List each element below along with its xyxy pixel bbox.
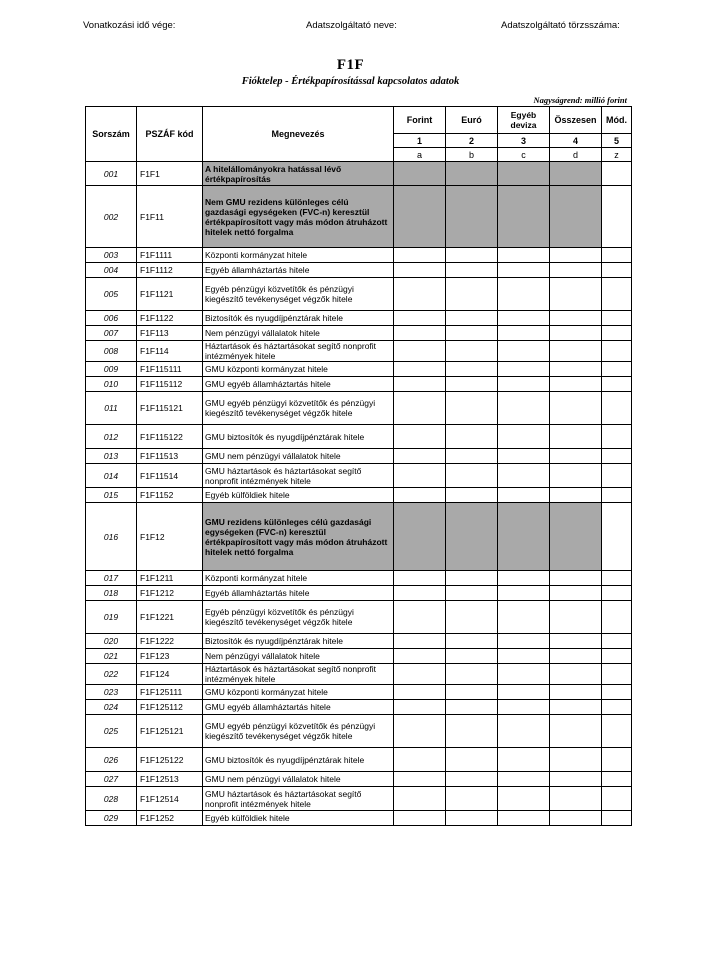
row-code: F1F1252 [137,811,203,826]
cell-forint[interactable] [394,248,446,263]
cell-osszesen[interactable] [550,586,602,601]
cell-osszesen[interactable] [550,186,602,248]
cell-egyeb-deviza[interactable] [498,311,550,326]
row-code: F1F1121 [137,278,203,311]
cell-forint[interactable] [394,186,446,248]
row-code: F1F125121 [137,715,203,748]
col-header-pszaf-kod: PSZÁF kód [137,107,203,162]
row-number: 029 [86,811,137,826]
cell-euro[interactable] [446,649,498,664]
cell-euro[interactable] [446,715,498,748]
row-code: F1F1221 [137,601,203,634]
row-description: Egyéb államháztartás hitele [203,586,394,601]
col-header-euro: Euró [446,107,498,134]
row-code: F1F12514 [137,787,203,811]
cell-mod[interactable] [602,341,632,362]
row-description: GMU egyéb államháztartás hitele [203,377,394,392]
row-number: 023 [86,685,137,700]
cell-egyeb-deviza[interactable] [498,464,550,488]
cell-euro[interactable] [446,488,498,503]
col-number: 2 [446,134,498,148]
cell-forint[interactable] [394,488,446,503]
cell-forint[interactable] [394,362,446,377]
cell-osszesen[interactable] [550,571,602,586]
row-description: Egyéb pénzügyi közvetítők és pénzügyi kiegészítő tevékenységet végzők hitele [203,601,394,634]
cell-mod[interactable] [602,700,632,715]
col-header-sorszam: Sorszám [86,107,137,162]
col-letter: z [602,148,632,162]
row-number: 008 [86,341,137,362]
cell-forint[interactable] [394,392,446,425]
document-subtitle: Fióktelep - Értékpapírosítással kapcsolatos adatok [241,76,460,87]
row-code: F1F125112 [137,700,203,715]
cell-mod[interactable] [602,263,632,278]
row-description: Egyéb külföldiek hitele [203,811,394,826]
cell-mod[interactable] [602,248,632,263]
cell-forint[interactable] [394,326,446,341]
row-description: Egyéb pénzügyi közvetítők és pénzügyi kiegészítő tevékenységet végzők hitele [203,278,394,311]
cell-forint[interactable] [394,664,446,685]
row-description: GMU rezidens különleges célú gazdasági egységeken (FVC-n) keresztül értékpapírosított vagy más módon átruházott hitelek nettó forgalma [203,503,394,571]
cell-osszesen[interactable] [550,392,602,425]
row-description: A hitelállományokra hatással lévő értékpapírosítás [203,162,394,186]
row-number: 024 [86,700,137,715]
cell-mod[interactable] [602,449,632,464]
cell-osszesen[interactable] [550,278,602,311]
col-number: 1 [394,134,446,148]
table-row [86,586,632,601]
row-number: 022 [86,664,137,685]
cell-egyeb-deviza[interactable] [498,787,550,811]
row-code: F1F11514 [137,464,203,488]
cell-mod[interactable] [602,326,632,341]
cell-mod[interactable] [602,787,632,811]
cell-euro[interactable] [446,362,498,377]
cell-forint[interactable] [394,601,446,634]
table-row [86,162,632,186]
cell-mod[interactable] [602,392,632,425]
row-number: 010 [86,377,137,392]
cell-forint[interactable] [394,425,446,449]
row-number: 001 [86,162,137,186]
table-row [86,601,632,634]
cell-osszesen[interactable] [550,341,602,362]
cell-mod[interactable] [602,571,632,586]
cell-egyeb-deviza[interactable] [498,278,550,311]
table-row [86,787,632,811]
cell-egyeb-deviza[interactable] [498,377,550,392]
row-code: F1F1 [137,162,203,186]
cell-egyeb-deviza[interactable] [498,186,550,248]
row-number: 006 [86,311,137,326]
cell-egyeb-deviza[interactable] [498,248,550,263]
col-header-osszesen: Összesen [550,107,602,134]
cell-euro[interactable] [446,586,498,601]
row-description: GMU biztosítók és nyugdíjpénztárak hitele [203,748,394,772]
cell-euro[interactable] [446,748,498,772]
row-code: F1F1152 [137,488,203,503]
row-description: GMU központi kormányzat hitele [203,362,394,377]
cell-euro[interactable] [446,571,498,586]
cell-forint[interactable] [394,263,446,278]
cell-osszesen[interactable] [550,787,602,811]
row-description: GMU központi kormányzat hitele [203,685,394,700]
cell-mod[interactable] [602,715,632,748]
cell-egyeb-deviza[interactable] [498,664,550,685]
cell-forint[interactable] [394,377,446,392]
cell-mod[interactable] [602,685,632,700]
row-number: 015 [86,488,137,503]
provider-name-label: Adatszolgáltató neve: [306,20,397,31]
cell-mod[interactable] [602,586,632,601]
cell-osszesen[interactable] [550,162,602,186]
row-description: Háztartások és háztartásokat segítő nonprofit intézmények hitele [203,341,394,362]
table-row [86,700,632,715]
cell-mod[interactable] [602,649,632,664]
row-code: F1F1222 [137,634,203,649]
table-row [86,449,632,464]
col-number: 4 [550,134,602,148]
row-number: 013 [86,449,137,464]
row-code: F1F1111 [137,248,203,263]
table-row [86,664,632,685]
row-code: F1F115111 [137,362,203,377]
row-code: F1F124 [137,664,203,685]
unit-note: Nagyságrend: millió forint [533,95,627,105]
cell-forint[interactable] [394,748,446,772]
cell-egyeb-deviza[interactable] [498,601,550,634]
row-number: 005 [86,278,137,311]
table-row [86,186,632,248]
cell-egyeb-deviza[interactable] [498,571,550,586]
table-row [86,488,632,503]
table-row [86,715,632,748]
row-code: F1F12 [137,503,203,571]
row-description: Nem pénzügyi vállalatok hitele [203,326,394,341]
row-number: 020 [86,634,137,649]
cell-euro[interactable] [446,700,498,715]
row-number: 012 [86,425,137,449]
cell-mod[interactable] [602,488,632,503]
row-number: 002 [86,186,137,248]
row-description: Központi kormányzat hitele [203,571,394,586]
cell-egyeb-deviza[interactable] [498,362,550,377]
cell-forint[interactable] [394,571,446,586]
table-row [86,311,632,326]
row-code: F1F12513 [137,772,203,787]
table-row [86,425,632,449]
cell-osszesen[interactable] [550,634,602,649]
row-code: F1F1212 [137,586,203,601]
col-number: 3 [498,134,550,148]
row-number: 004 [86,263,137,278]
cell-mod[interactable] [602,811,632,826]
row-description: GMU háztartások és háztartásokat segítő nonprofit intézmények hitele [203,464,394,488]
row-code: F1F125111 [137,685,203,700]
row-description: GMU nem pénzügyi vállalatok hitele [203,449,394,464]
row-description: GMU háztartások és háztartásokat segítő nonprofit intézmények hitele [203,787,394,811]
cell-egyeb-deviza[interactable] [498,634,550,649]
cell-forint[interactable] [394,449,446,464]
cell-egyeb-deviza[interactable] [498,503,550,571]
cell-mod[interactable] [602,634,632,649]
cell-osszesen[interactable] [550,685,602,700]
cell-mod[interactable] [602,748,632,772]
cell-forint[interactable] [394,278,446,311]
col-header-forint: Forint [394,107,446,134]
cell-egyeb-deviza[interactable] [498,772,550,787]
cell-osszesen[interactable] [550,263,602,278]
cell-euro[interactable] [446,326,498,341]
cell-euro[interactable] [446,685,498,700]
cell-egyeb-deviza[interactable] [498,392,550,425]
row-number: 011 [86,392,137,425]
cell-egyeb-deviza[interactable] [498,586,550,601]
cell-osszesen[interactable] [550,326,602,341]
cell-egyeb-deviza[interactable] [498,263,550,278]
col-letter: a [394,148,446,162]
cell-osszesen[interactable] [550,772,602,787]
table-row [86,649,632,664]
col-header-mod: Mód. [602,107,632,134]
cell-mod[interactable] [602,503,632,571]
col-letter: d [550,148,602,162]
col-letter: c [498,148,550,162]
cell-egyeb-deviza[interactable] [498,748,550,772]
cell-forint[interactable] [394,162,446,186]
col-letter: b [446,148,498,162]
cell-osszesen[interactable] [550,715,602,748]
cell-euro[interactable] [446,464,498,488]
row-code: F1F115122 [137,425,203,449]
cell-euro[interactable] [446,601,498,634]
row-description: Nem pénzügyi vállalatok hitele [203,649,394,664]
table-row [86,263,632,278]
table-row [86,634,632,649]
row-description: Biztosítók és nyugdíjpénztárak hitele [203,311,394,326]
cell-osszesen[interactable] [550,362,602,377]
row-number: 025 [86,715,137,748]
table-row [86,326,632,341]
cell-forint[interactable] [394,715,446,748]
cell-forint[interactable] [394,634,446,649]
cell-osszesen[interactable] [550,449,602,464]
cell-euro[interactable] [446,392,498,425]
table-row [86,685,632,700]
cell-osszesen[interactable] [550,649,602,664]
cell-euro[interactable] [446,248,498,263]
cell-osszesen[interactable] [550,503,602,571]
cell-forint[interactable] [394,464,446,488]
data-table [85,106,632,826]
cell-euro[interactable] [446,772,498,787]
table-row [86,571,632,586]
table-row [86,362,632,377]
row-number: 007 [86,326,137,341]
cell-forint[interactable] [394,503,446,571]
cell-egyeb-deviza[interactable] [498,488,550,503]
table-row [86,811,632,826]
row-description: GMU egyéb pénzügyi közvetítők és pénzügyi kiegészítő tevékenységet végzők hitele [203,715,394,748]
cell-euro[interactable] [446,664,498,685]
row-description: GMU nem pénzügyi vállalatok hitele [203,772,394,787]
cell-osszesen[interactable] [550,748,602,772]
cell-euro[interactable] [446,811,498,826]
row-description: GMU egyéb pénzügyi közvetítők és pénzügyi kiegészítő tevékenységet végzők hitele [203,392,394,425]
reference-period-label: Vonatkozási idő vége: [83,20,176,31]
row-number: 014 [86,464,137,488]
row-description: GMU biztosítók és nyugdíjpénztárak hitele [203,425,394,449]
row-code: F1F11 [137,186,203,248]
cell-osszesen[interactable] [550,700,602,715]
table-row [86,248,632,263]
table-row [86,748,632,772]
row-number: 026 [86,748,137,772]
cell-mod[interactable] [602,464,632,488]
row-code: F1F113 [137,326,203,341]
cell-euro[interactable] [446,634,498,649]
cell-euro[interactable] [446,263,498,278]
cell-osszesen[interactable] [550,601,602,634]
cell-forint[interactable] [394,700,446,715]
cell-egyeb-deviza[interactable] [498,685,550,700]
cell-forint[interactable] [394,311,446,326]
row-code: F1F125122 [137,748,203,772]
cell-forint[interactable] [394,586,446,601]
row-code: F1F123 [137,649,203,664]
cell-mod[interactable] [602,162,632,186]
cell-egyeb-deviza[interactable] [498,425,550,449]
cell-forint[interactable] [394,341,446,362]
cell-forint[interactable] [394,811,446,826]
table-row [86,278,632,311]
row-code: F1F1211 [137,571,203,586]
row-description: Egyéb államháztartás hitele [203,263,394,278]
row-number: 016 [86,503,137,571]
row-description: Egyéb külföldiek hitele [203,488,394,503]
table-row [86,377,632,392]
cell-euro[interactable] [446,425,498,449]
cell-mod[interactable] [602,186,632,248]
cell-osszesen[interactable] [550,811,602,826]
cell-mod[interactable] [602,278,632,311]
cell-forint[interactable] [394,772,446,787]
row-number: 017 [86,571,137,586]
cell-forint[interactable] [394,787,446,811]
row-number: 019 [86,601,137,634]
cell-mod[interactable] [602,377,632,392]
cell-egyeb-deviza[interactable] [498,715,550,748]
row-code: F1F1112 [137,263,203,278]
cell-euro[interactable] [446,186,498,248]
cell-euro[interactable] [446,503,498,571]
cell-euro[interactable] [446,377,498,392]
cell-egyeb-deviza[interactable] [498,700,550,715]
cell-forint[interactable] [394,649,446,664]
cell-egyeb-deviza[interactable] [498,811,550,826]
cell-osszesen[interactable] [550,311,602,326]
col-number: 5 [602,134,632,148]
row-number: 018 [86,586,137,601]
cell-mod[interactable] [602,772,632,787]
cell-osszesen[interactable] [550,664,602,685]
row-number: 028 [86,787,137,811]
row-description: Háztartások és háztartásokat segítő nonprofit intézmények hitele [203,664,394,685]
cell-egyeb-deviza[interactable] [498,449,550,464]
cell-euro[interactable] [446,162,498,186]
cell-osszesen[interactable] [550,377,602,392]
table-body [86,162,632,826]
row-number: 003 [86,248,137,263]
cell-euro[interactable] [446,449,498,464]
cell-euro[interactable] [446,278,498,311]
row-code: F1F114 [137,341,203,362]
cell-mod[interactable] [602,311,632,326]
row-description: Nem GMU rezidens különleges célú gazdasági egységeken (FVC-n) keresztül értékpapírosított vagy más módon átruházott hitelek nettó forgalma [203,186,394,248]
table-row [86,341,632,362]
col-header-megnevezes: Megnevezés [203,107,394,162]
cell-forint[interactable] [394,685,446,700]
row-description: Központi kormányzat hitele [203,248,394,263]
cell-osszesen[interactable] [550,488,602,503]
cell-euro[interactable] [446,341,498,362]
row-description: GMU egyéb államháztartás hitele [203,700,394,715]
row-number: 027 [86,772,137,787]
provider-id-label: Adatszolgáltató törzsszáma: [501,20,620,31]
cell-euro[interactable] [446,787,498,811]
row-number: 021 [86,649,137,664]
row-code: F1F11513 [137,449,203,464]
cell-mod[interactable] [602,664,632,685]
cell-osszesen[interactable] [550,248,602,263]
table-row [86,772,632,787]
row-code: F1F1122 [137,311,203,326]
cell-egyeb-deviza[interactable] [498,649,550,664]
cell-egyeb-deviza[interactable] [498,341,550,362]
table-row [86,392,632,425]
row-code: F1F115112 [137,377,203,392]
cell-euro[interactable] [446,311,498,326]
cell-egyeb-deviza[interactable] [498,326,550,341]
cell-egyeb-deviza[interactable] [498,162,550,186]
cell-osszesen[interactable] [550,425,602,449]
row-number: 009 [86,362,137,377]
document-code: F1F [336,57,365,73]
cell-mod[interactable] [602,601,632,634]
table-row [86,464,632,488]
cell-mod[interactable] [602,425,632,449]
row-code: F1F115121 [137,392,203,425]
col-header-egyeb-deviza: Egyéb deviza [498,107,550,134]
cell-mod[interactable] [602,362,632,377]
cell-osszesen[interactable] [550,464,602,488]
row-description: Biztosítók és nyugdíjpénztárak hitele [203,634,394,649]
table-row [86,503,632,571]
